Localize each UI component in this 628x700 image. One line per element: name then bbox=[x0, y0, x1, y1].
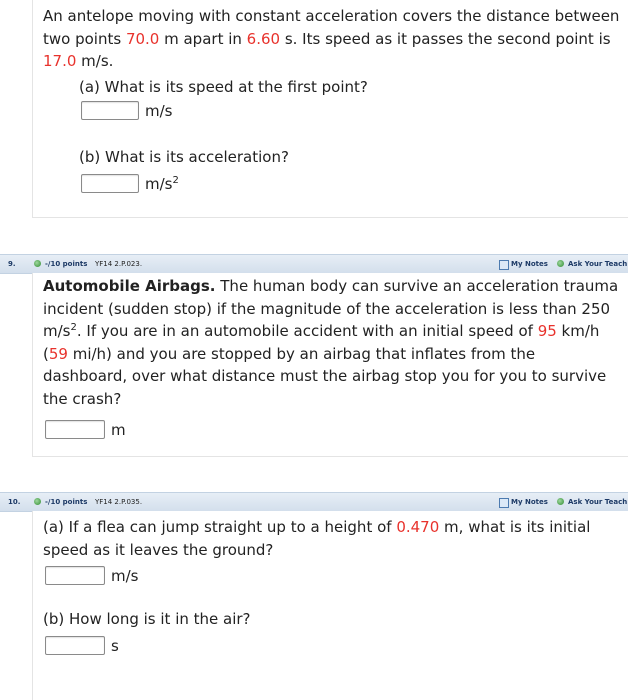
ask-teacher-icon[interactable] bbox=[557, 498, 564, 505]
q10-ask-teacher-link[interactable]: Ask Your Teach bbox=[568, 498, 628, 506]
q8-part-b-input[interactable] bbox=[81, 174, 139, 193]
notes-icon[interactable] bbox=[499, 498, 509, 508]
q8-part-a-input[interactable] bbox=[81, 101, 139, 120]
q9-answer-row bbox=[45, 420, 126, 439]
q9-points: -/10 points bbox=[45, 260, 88, 268]
q9-distance-input[interactable] bbox=[45, 420, 105, 439]
q10-part-a-answer-row bbox=[45, 566, 138, 585]
question-10-header bbox=[0, 492, 628, 512]
q10-height-value: 0.470 bbox=[396, 518, 440, 536]
q9-ask-teacher-link[interactable]: Ask Your Teach bbox=[568, 260, 628, 268]
question-10-card bbox=[32, 511, 628, 700]
q8-distance-value: 70.0 bbox=[125, 29, 160, 48]
q10-part-b-unit: s bbox=[111, 636, 119, 655]
q8-part-a-unit: m/s bbox=[145, 101, 173, 120]
q10-part-b-input[interactable] bbox=[45, 636, 105, 655]
q10-part-a-unit: m/s bbox=[111, 566, 139, 585]
question-9-header bbox=[0, 254, 628, 274]
q10-number: 10. bbox=[8, 498, 21, 506]
points-status-icon bbox=[34, 498, 41, 505]
q8-part-a-answer-row bbox=[81, 101, 172, 120]
q9-my-notes-link[interactable]: My Notes bbox=[511, 260, 548, 268]
q9-statement: Automobile Airbags. The human body can survive an acceleration trauma incident (sudden stop) if the magnitude of the acceleration is less than 250 $m/s^2$. If you are in an automobile accident with an initial speed of 95 km/h (59 mi/h) and you are stopped by an airbag that inflates from the dashboard, over what distance must the airbag stop you for you to survive the crash? bbox=[43, 277, 619, 408]
q8-part-a-label: (a) What is its speed at the first point? bbox=[79, 78, 368, 96]
q10-part-a-label: (a) If a flea can jump straight up to a height of 0.470 m, what is its initial speed as it leaves the ground? bbox=[43, 518, 591, 559]
q10-my-notes-link[interactable]: My Notes bbox=[511, 498, 548, 506]
q8-speed-value: 17.0 bbox=[43, 52, 77, 70]
q9-number: 9. bbox=[8, 260, 16, 268]
q10-code: YF14 2.P.035. bbox=[95, 498, 143, 506]
q9-speed-mih: 59 bbox=[48, 344, 68, 363]
q9-speed-kmh: 95 bbox=[537, 322, 557, 340]
q9-code: YF14 2.P.023. bbox=[95, 260, 143, 268]
q10-part-b-answer-row bbox=[45, 636, 119, 655]
q8-part-b-unit: $m/s^2$ bbox=[145, 174, 179, 193]
points-status-icon bbox=[34, 260, 41, 267]
question-8-card bbox=[32, 0, 628, 218]
notes-icon[interactable] bbox=[499, 260, 509, 270]
question-9-card bbox=[32, 273, 628, 457]
q8-part-b-answer-row bbox=[81, 174, 179, 193]
q10-part-b-label: (b) How long is it in the air? bbox=[43, 610, 251, 628]
q9-unit: m bbox=[111, 420, 126, 439]
q8-time-value: 6.60 bbox=[246, 29, 281, 48]
q8-part-b-label: (b) What is its acceleration? bbox=[79, 148, 289, 166]
q10-part-a-input[interactable] bbox=[45, 566, 105, 585]
ask-teacher-icon[interactable] bbox=[557, 260, 564, 267]
q10-points: -/10 points bbox=[45, 498, 88, 506]
q8-statement: An antelope moving with constant acceleration covers the distance between two points 70.0 m apart in 6.60 s. Its speed as it passes the second point is 17.0 m/s. bbox=[43, 7, 620, 70]
q9-title: Automobile Airbags. bbox=[43, 277, 216, 295]
